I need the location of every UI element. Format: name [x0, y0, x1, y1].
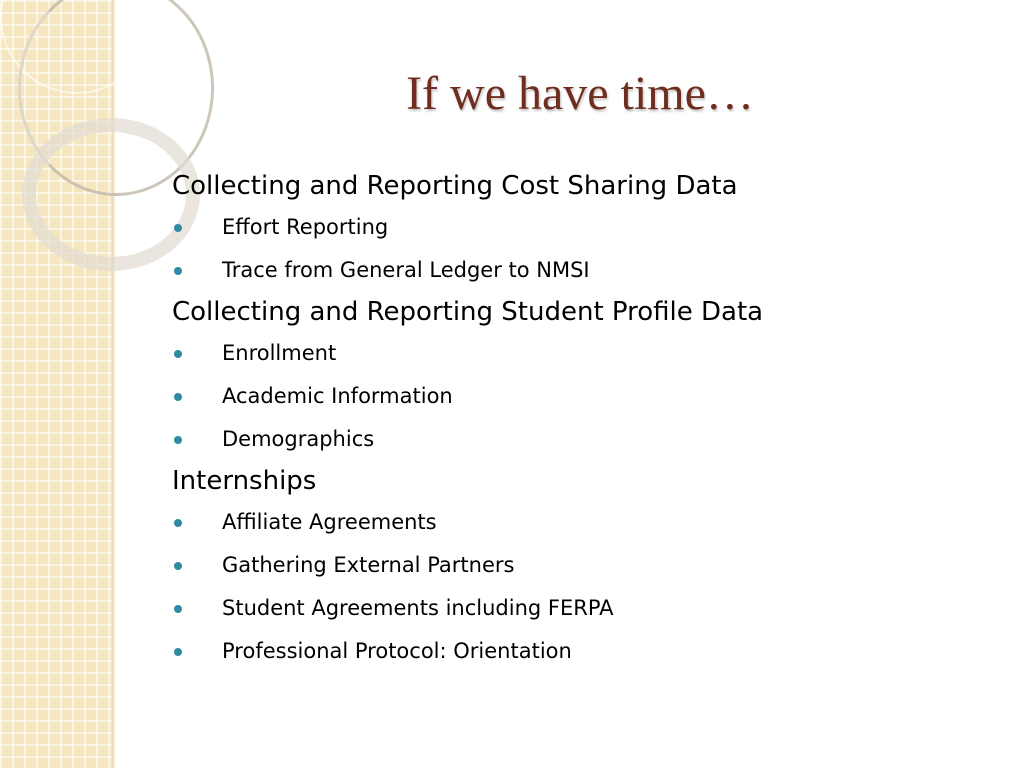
section-heading: Collecting and Reporting Student Profile Data [172, 297, 764, 327]
bullet-icon [174, 350, 182, 358]
section-heading: Internships [172, 466, 317, 496]
bullet-item [172, 501, 992, 544]
bullet-item [172, 332, 992, 375]
slide-title: If we have time… [406, 67, 754, 120]
bullet-text: Demographics [222, 427, 375, 451]
bullet-icon [174, 562, 182, 570]
bullet-icon [174, 648, 182, 656]
bullet-item [172, 544, 992, 587]
bullet-text: Professional Protocol: Orientation [222, 639, 572, 663]
bullet-text: Effort Reporting [222, 215, 389, 239]
bullet-item [172, 587, 992, 630]
bullet-item [172, 630, 992, 673]
bullet-text: Trace from General Ledger to NMSI [222, 258, 590, 282]
slide-content [172, 166, 992, 673]
bullet-item [172, 206, 992, 249]
bullet-icon [174, 267, 182, 275]
bullet-icon [174, 436, 182, 444]
bullet-item [172, 418, 992, 461]
bullet-icon [174, 393, 182, 401]
bullet-item [172, 249, 992, 292]
bullet-text: Student Agreements including FERPA [222, 596, 614, 620]
bullet-text: Affiliate Agreements [222, 510, 437, 534]
bullet-icon [174, 605, 182, 613]
bullet-text: Academic Information [222, 384, 453, 408]
bullet-text: Gathering External Partners [222, 553, 515, 577]
bullet-text: Enrollment [222, 341, 337, 365]
bullet-icon [174, 224, 182, 232]
bullet-item [172, 375, 992, 418]
bullet-icon [174, 519, 182, 527]
section-heading: Collecting and Reporting Cost Sharing Data [172, 171, 738, 201]
